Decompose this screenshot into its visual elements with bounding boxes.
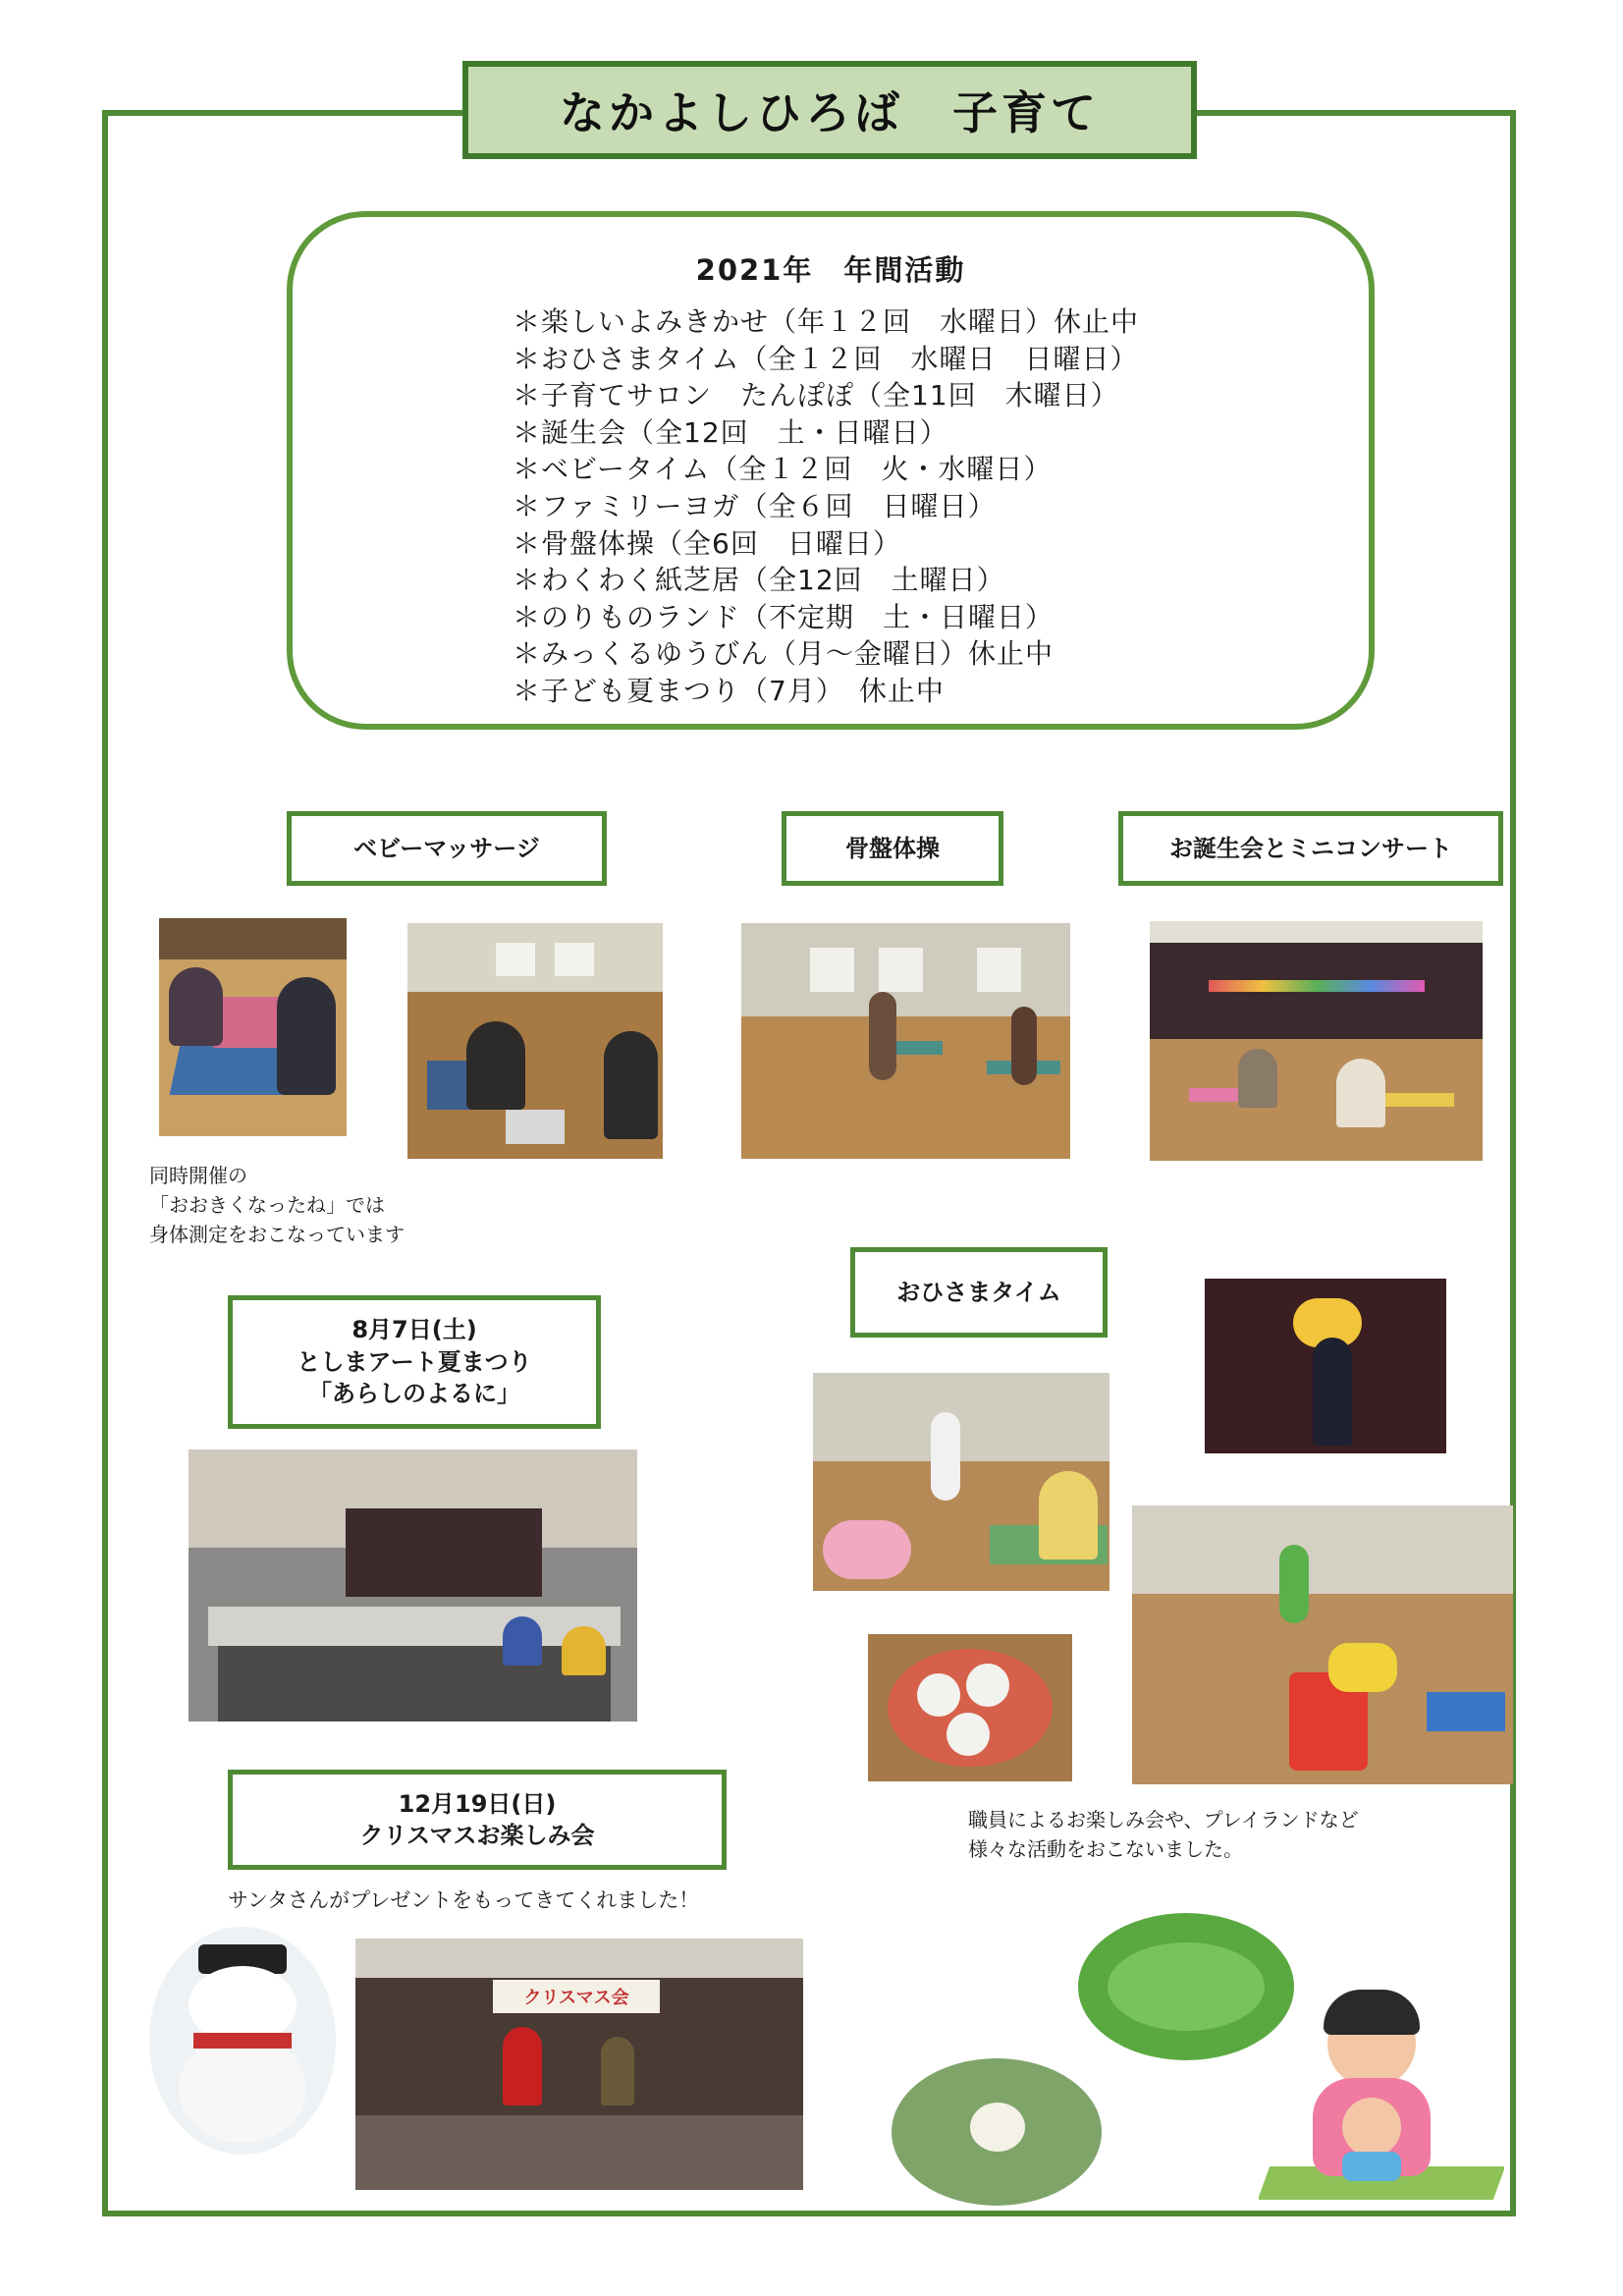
birthday-concert-photo	[1150, 921, 1483, 1161]
snowman-photo	[149, 1927, 336, 2155]
activities-heading: 2021年 年間活動	[695, 253, 966, 287]
summer-festival-photo	[189, 1449, 637, 1722]
pelvic-exercise-label	[782, 811, 1003, 886]
ohisama-photo-1	[813, 1373, 1109, 1591]
pelvic-exercise-label-text: 骨盤体操	[845, 834, 940, 862]
christmas-party-label	[228, 1770, 727, 1870]
activity-item: ＊のりものランド（不定期 土・日曜日）	[513, 600, 1055, 633]
activities-list	[513, 303, 1139, 710]
annual-activities-box	[287, 211, 1375, 730]
summer-festival-label	[228, 1295, 601, 1429]
activity-item: ＊子育てサロン たんぽぽ（全11回 木曜日）	[513, 379, 1119, 412]
summer-festival-story: 「あらしのよるに」	[308, 1380, 520, 1408]
activity-item: ＊ファミリーヨガ（全６回 日曜日）	[513, 489, 997, 522]
baby-massage-label	[287, 811, 607, 886]
baby-massage-photo-2	[407, 923, 663, 1159]
ohisama-note	[968, 1805, 1359, 1864]
activity-item: ＊楽しいよみきかせ（年１２回 水曜日）休止中	[513, 305, 1140, 338]
activity-item: ＊骨盤体操（全6回 日曜日）	[513, 526, 901, 560]
activity-item: ＊ベビータイム（全１２回 火・水曜日）	[513, 453, 1053, 486]
note-line: 「おおきくなったね」では	[149, 1193, 385, 1217]
note-line: 同時開催の	[149, 1164, 247, 1187]
baby-massage-label-text: ベビーマッサージ	[353, 834, 540, 862]
ohisama-time-label	[850, 1247, 1108, 1338]
activity-item: ＊子ども夏まつり（7月） 休止中	[513, 674, 945, 707]
ohisama-time-label-text: おひさまタイム	[896, 1278, 1061, 1306]
christmas-party-photo	[355, 1939, 803, 2190]
christmas-note: サンタさんがプレゼントをもってきてくれました！	[228, 1888, 700, 1912]
mother-baby-illustration	[1259, 1990, 1504, 2208]
christmas-party-date: 12月19日(日)	[398, 1789, 557, 1818]
ohisama-playland-photo	[1132, 1505, 1513, 1784]
birthday-concert-label	[1118, 811, 1503, 886]
pelvic-exercise-photo	[741, 923, 1070, 1159]
measurement-note	[149, 1161, 405, 1249]
note-line: 身体測定をおこなっています	[149, 1223, 405, 1246]
christmas-party-name: クリスマスお楽しみ会	[359, 1822, 595, 1849]
baby-massage-photo-1	[159, 918, 347, 1136]
cauliflower-photo	[892, 2058, 1102, 2206]
activity-item: ＊誕生会（全12回 土・日曜日）	[513, 415, 948, 449]
note-line: 様々な活動をおこないました。	[968, 1837, 1243, 1861]
summer-festival-name: としまアート夏まつり	[297, 1347, 532, 1376]
activity-item: ＊おひさまタイム（全１２回 水曜日 日曜日）	[513, 342, 1139, 375]
activity-item: ＊みっくるゆうびん（月～金曜日）休止中	[513, 637, 1055, 671]
activity-item: ＊わくわく紙芝居（全12回 土曜日）	[513, 564, 1005, 597]
summer-festival-date: 8月7日(土)	[352, 1316, 477, 1344]
ohisama-performer-photo	[1205, 1279, 1446, 1453]
note-line: 職員によるお楽しみ会や、プレイランドなど	[968, 1808, 1359, 1831]
page-title: なかよしひろば 子育て	[462, 61, 1197, 159]
birthday-concert-label-text: お誕生会とミニコンサート	[1169, 834, 1452, 862]
christmas-banner: クリスマス会	[493, 1980, 660, 2013]
ohisama-plates-photo	[868, 1634, 1072, 1781]
